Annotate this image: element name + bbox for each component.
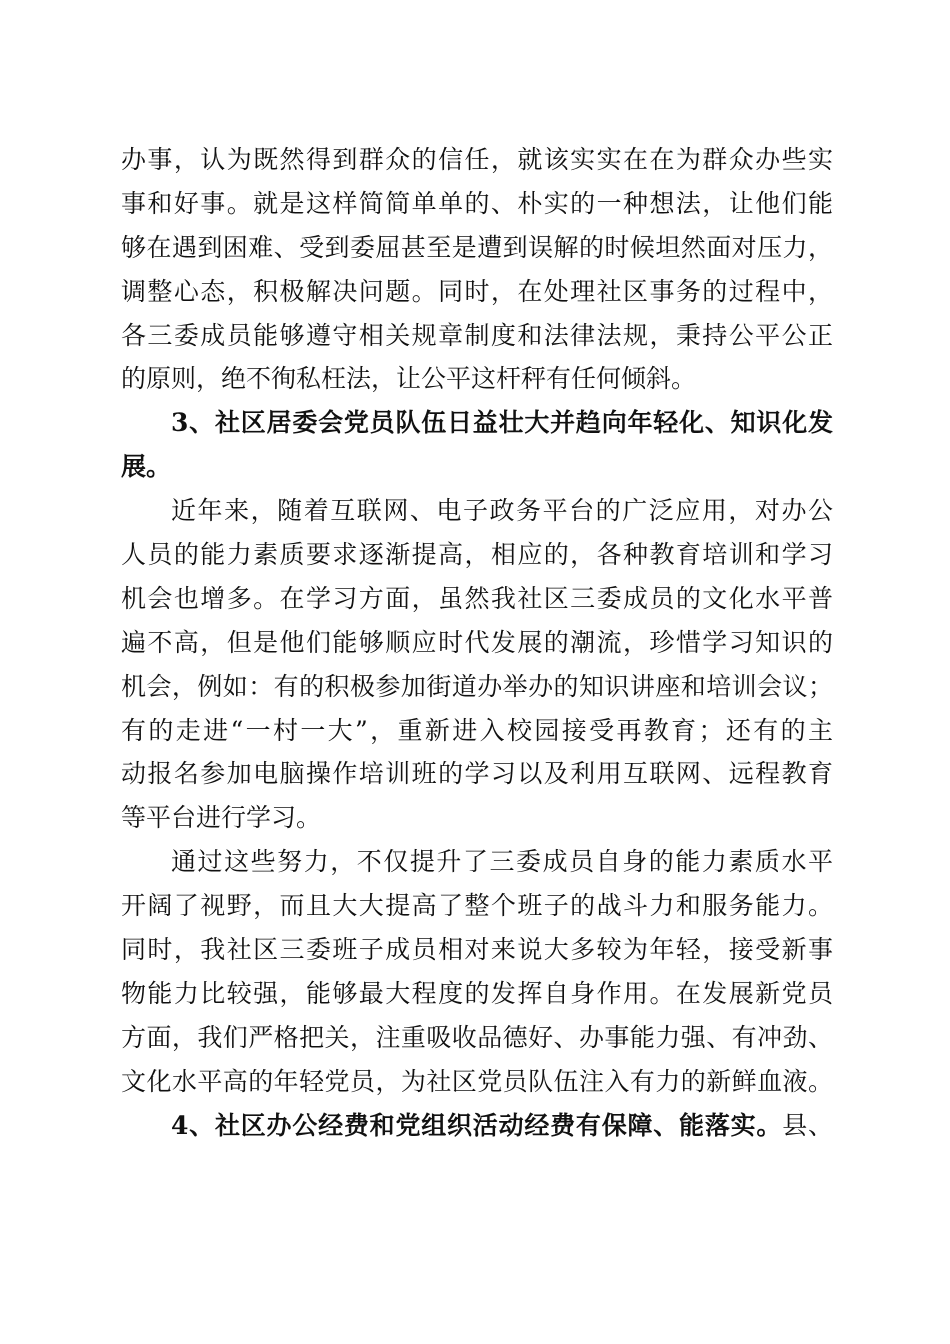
text-line: 方面，我们严格把关，注重吸收品德好、办事能力强、有冲劲、 [121,1022,833,1052]
text-line: 办事，认为既然得到群众的信任，就该实实在在为群众办些实 [121,145,833,174]
text-line: 等平台进行学习。 [121,803,322,833]
text-line: 遍不高，但是他们能够顺应时代发展的潮流，珍惜学习知识的 [121,627,833,657]
heading-4-bold: 4、社区办公经费和党组织活动经费有保障、能落实。 [171,1110,783,1140]
paragraph-1 [121,138,833,401]
heading-4-tail: 县、 [782,1110,833,1140]
text-line: 人员的能力素质要求逐渐提高，相应的，各种教育培训和学习 [121,540,833,570]
text-line: 物能力比较强，能够最大程度的发挥自身作用。在发展新党员 [121,978,833,1008]
heading-3 [121,401,833,489]
heading-line: 展。 [121,452,172,482]
text-line: 的原则，绝不徇私枉法，让公平这杆秤有任何倾斜。 [121,364,697,394]
heading-4 [121,1104,833,1148]
document-page [121,138,833,1147]
text-line: 开阔了视野，而且大大提高了整个班子的战斗力和服务能力。 [121,891,833,921]
paragraph-2 [121,489,833,840]
heading-line [121,1104,833,1148]
text-line: 事和好事。就是这样简简单单的、朴实的一种想法，让他们能 [121,188,833,218]
text-line: 各三委成员能够遵守相关规章制度和法律法规，秉持公平公正 [121,320,833,350]
heading-line: 3、社区居委会党员队伍日益壮大并趋向年轻化、知识化发 [171,408,833,438]
text-line: 调整心态，积极解决问题。同时，在处理社区事务的过程中， [121,276,833,306]
text-line: 通过这些努力，不仅提升了三委成员自身的能力素质水平 [171,847,833,877]
text-line: 动报名参加电脑操作培训班的学习以及利用互联网、远程教育 [121,759,833,789]
text-line: 机会也增多。在学习方面，虽然我社区三委成员的文化水平普 [121,583,833,613]
text-line: 够在遇到困难、受到委屈甚至是遭到误解的时候坦然面对压力， [121,232,833,262]
paragraph-3 [121,840,833,1103]
text-line: 有的走进“一村一大”，重新进入校园接受再教育；还有的主 [121,715,833,745]
text-line: 同时，我社区三委班子成员相对来说大多较为年轻，接受新事 [121,935,833,965]
text-line: 机会，例如：有的积极参加街道办举办的知识讲座和培训会议； [121,671,833,701]
text-line: 近年来，随着互联网、电子政务平台的广泛应用，对办公 [171,496,833,526]
text-line: 文化水平高的年轻党员，为社区党员队伍注入有力的新鲜血液。 [121,1066,833,1096]
